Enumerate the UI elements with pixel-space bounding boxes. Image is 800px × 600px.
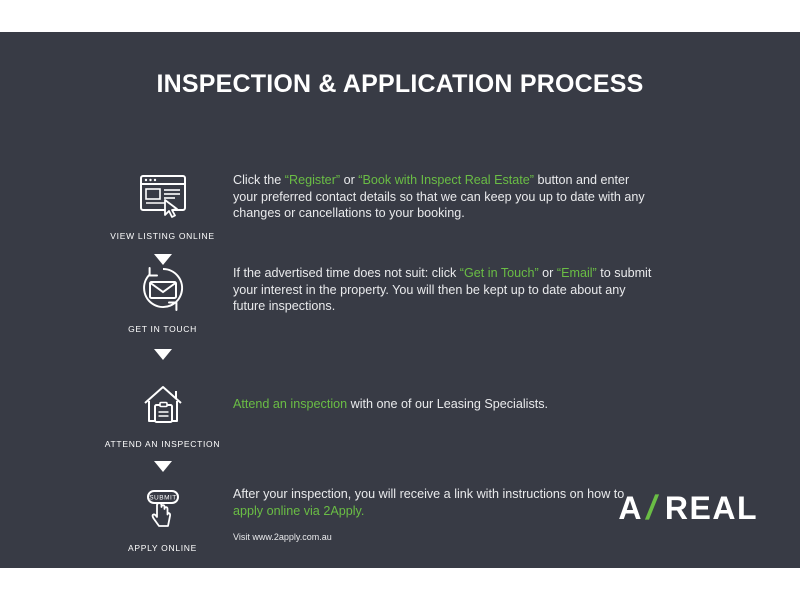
step-icon-column	[95, 170, 230, 241]
step-icon-column	[95, 482, 230, 553]
logo-word-real: REAL	[664, 490, 758, 526]
slide-canvas	[0, 32, 800, 568]
text-part: or	[340, 173, 359, 187]
text-part: If the advertised time does not suit: click	[233, 266, 460, 280]
text-part-highlight: “Get in Touch”	[459, 266, 539, 280]
submit-button-hand-icon	[95, 482, 230, 534]
step-label: ATTEND AN INSPECTION	[104, 439, 221, 449]
brand-logo	[618, 489, 758, 528]
step-icon-column	[95, 378, 230, 449]
step-description	[233, 486, 653, 546]
text-part-highlight: apply online via 2Apply.	[233, 503, 365, 518]
step-note: Visit www.2apply.com.au	[233, 532, 332, 542]
svg-text:SUBMIT: SUBMIT	[148, 494, 177, 502]
step-label: APPLY ONLINE	[127, 543, 198, 553]
text-part-highlight: Attend an inspection	[233, 397, 348, 411]
text-part: to submit your interest in the property. You will then be kept up to date about any future inspections.	[233, 266, 652, 313]
text-part: After your inspection, you will receive a link with instructions on how to	[233, 487, 625, 501]
arrow-down-icon-3	[95, 460, 230, 475]
step-description	[233, 265, 653, 315]
step-label: GET IN TOUCH	[128, 324, 197, 334]
text-part: Click the	[233, 173, 285, 187]
logo-slash-icon: /	[643, 489, 663, 527]
envelope-refresh-icon	[95, 263, 230, 315]
text-part-highlight: “Register”	[284, 173, 341, 187]
listing-window-cursor-icon	[95, 170, 230, 222]
text-part-highlight: “Book with Inspect Real Estate”	[358, 173, 534, 187]
arrow-down-icon-2	[95, 348, 230, 363]
logo-letter-a: A	[618, 490, 643, 526]
step-description	[233, 396, 653, 413]
text-part-highlight: “Email”	[556, 266, 597, 280]
page-title: INSPECTION & APPLICATION PROCESS	[156, 70, 644, 98]
house-clipboard-icon	[95, 378, 230, 430]
step-description	[233, 172, 653, 222]
text-part: with one of our Leasing Specialists.	[347, 397, 549, 411]
step-label: VIEW LISTING ONLINE	[110, 231, 215, 241]
text-part: or	[538, 266, 557, 280]
step-icon-column	[95, 263, 230, 334]
text-part: button and enter your preferred contact details so that we can keep you up to date with any changes or cancellations to your booking.	[233, 173, 645, 220]
